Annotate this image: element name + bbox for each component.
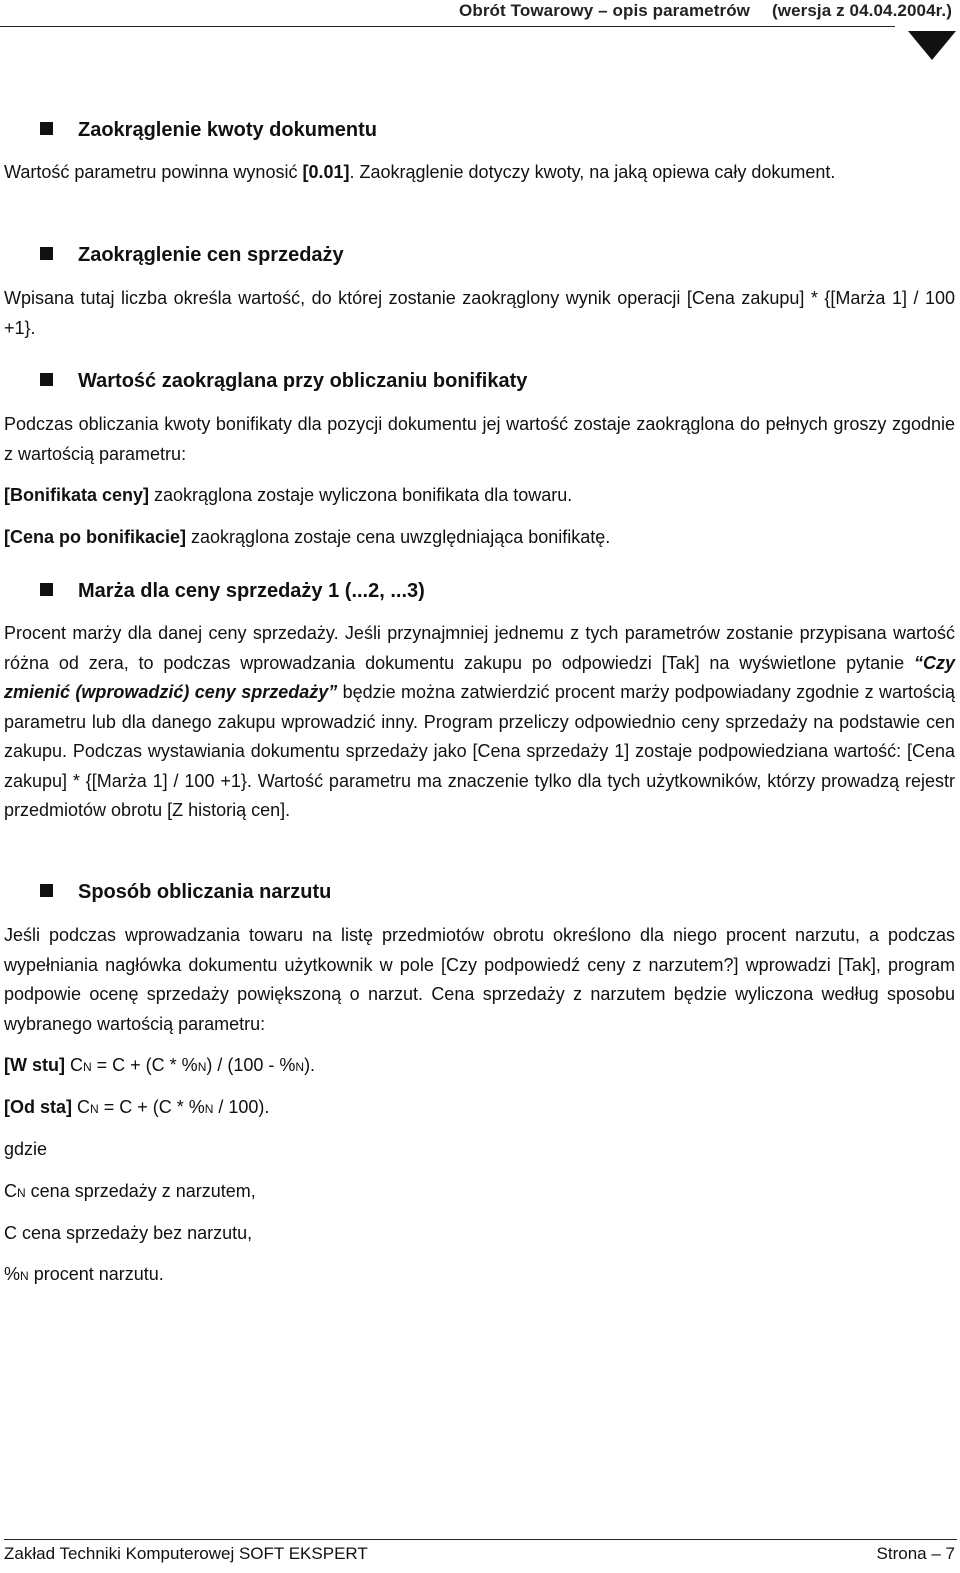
- where-label: gdzie: [4, 1139, 48, 1159]
- header-divider: [0, 26, 895, 27]
- footer-divider: [4, 1539, 957, 1540]
- section-heading: Zaokrąglenie cen sprzedaży: [40, 242, 344, 268]
- option-line: [Bonifikata ceny] zaokrąglona zostaje wyliczona bonifikata dla towaru.: [4, 485, 573, 505]
- triangle-down-icon: [908, 31, 956, 60]
- definition-line: CN cena sprzedaży z narzutem,: [4, 1181, 256, 1201]
- square-bullet-icon: [40, 247, 53, 260]
- square-bullet-icon: [40, 884, 53, 897]
- definition-line: C cena sprzedaży bez narzutu,: [4, 1223, 253, 1243]
- section-heading: Marża dla ceny sprzedaży 1 (...2, ...3): [40, 578, 425, 604]
- header-version: (wersja z 04.04.2004r.): [772, 1, 952, 20]
- section-heading: Wartość zaokrąglana przy obliczaniu bonifikaty: [40, 368, 527, 394]
- section-paragraph: Procent marży dla danej ceny sprzedaży. Jeśli przynajmniej jednemu z tych parametrów zostanie przypisana wartość różna od zera, to podczas wprowadzania dokumentu zakupu po odpowiedzi [Tak] na wyświetlone pytanie “Czy zmienić (wprowadzić) ceny sprzedaży” będzie można zatwierdzić procent marży podpowiadany zgodnie z wartością parametru lub dla danego zakupu wprowadzić inny. Program przeliczy odpowiednio ceny sprzedaży na podstawie cen zakupu. Podczas wystawiania dokumentu sprzedaży jako [Cena sprzedaży 1] zostaje podpowiedziana wartość: [Cena zakupu] * {[Marża 1] / 100 +1}. Wartość parametru ma znaczenie tylko dla tych użytkowników, którzy prowadzą rejestr przedmiotów obrotu [Z historią cen].: [4, 623, 955, 820]
- definition-line: %N procent narzutu.: [4, 1264, 164, 1284]
- section-paragraph: Wartość parametru powinna wynosić [0.01]. Zaokrąglenie dotyczy kwoty, na jaką opiewa cały dokument.: [4, 162, 836, 182]
- page-header: [0, 0, 960, 30]
- formula-od-sta: [Od sta] CN = C + (C * %N / 100).: [4, 1097, 270, 1117]
- square-bullet-icon: [40, 373, 53, 386]
- section-heading: Zaokrąglenie kwoty dokumentu: [40, 117, 377, 143]
- header-title: Obrót Towarowy – opis parametrów: [459, 1, 751, 20]
- square-bullet-icon: [40, 122, 53, 135]
- header-text: [459, 1, 952, 21]
- section-paragraph: Podczas obliczania kwoty bonifikaty dla pozycji dokumentu jej wartość zostaje zaokrąglona do pełnych groszy zgodnie z wartością parametru:: [4, 414, 955, 464]
- option-line: [Cena po bonifikacie] zaokrąglona zostaje cena uwzględniająca bonifikatę.: [4, 527, 611, 547]
- section-heading: Sposób obliczania narzutu: [40, 879, 331, 905]
- square-bullet-icon: [40, 583, 53, 596]
- section-paragraph: Jeśli podczas wprowadzania towaru na listę przedmiotów obrotu określono dla niego procent narzutu, a podczas wypełniania nagłówka dokumentu użytkownik w pole [Czy podpowiedź ceny z narzutem?] wprowadzi [Tak], program podpowie ocenę sprzedaży powiększoną o narzut. Cena sprzedaży z narzutem będzie wyliczona według sposobu wybranego wartością parametru:: [4, 925, 955, 1034]
- footer-company: Zakład Techniki Komputerowej SOFT EKSPERT: [4, 1544, 368, 1563]
- section-paragraph: Wpisana tutaj liczba określa wartość, do której zostanie zaokrąglony wynik operacji [Cena zakupu] * {[Marża 1] / 100 +1}.: [4, 288, 955, 338]
- footer-page-number: Strona – 7: [876, 1544, 955, 1563]
- formula-w-stu: [W stu] CN = C + (C * %N) / (100 - %N).: [4, 1055, 316, 1075]
